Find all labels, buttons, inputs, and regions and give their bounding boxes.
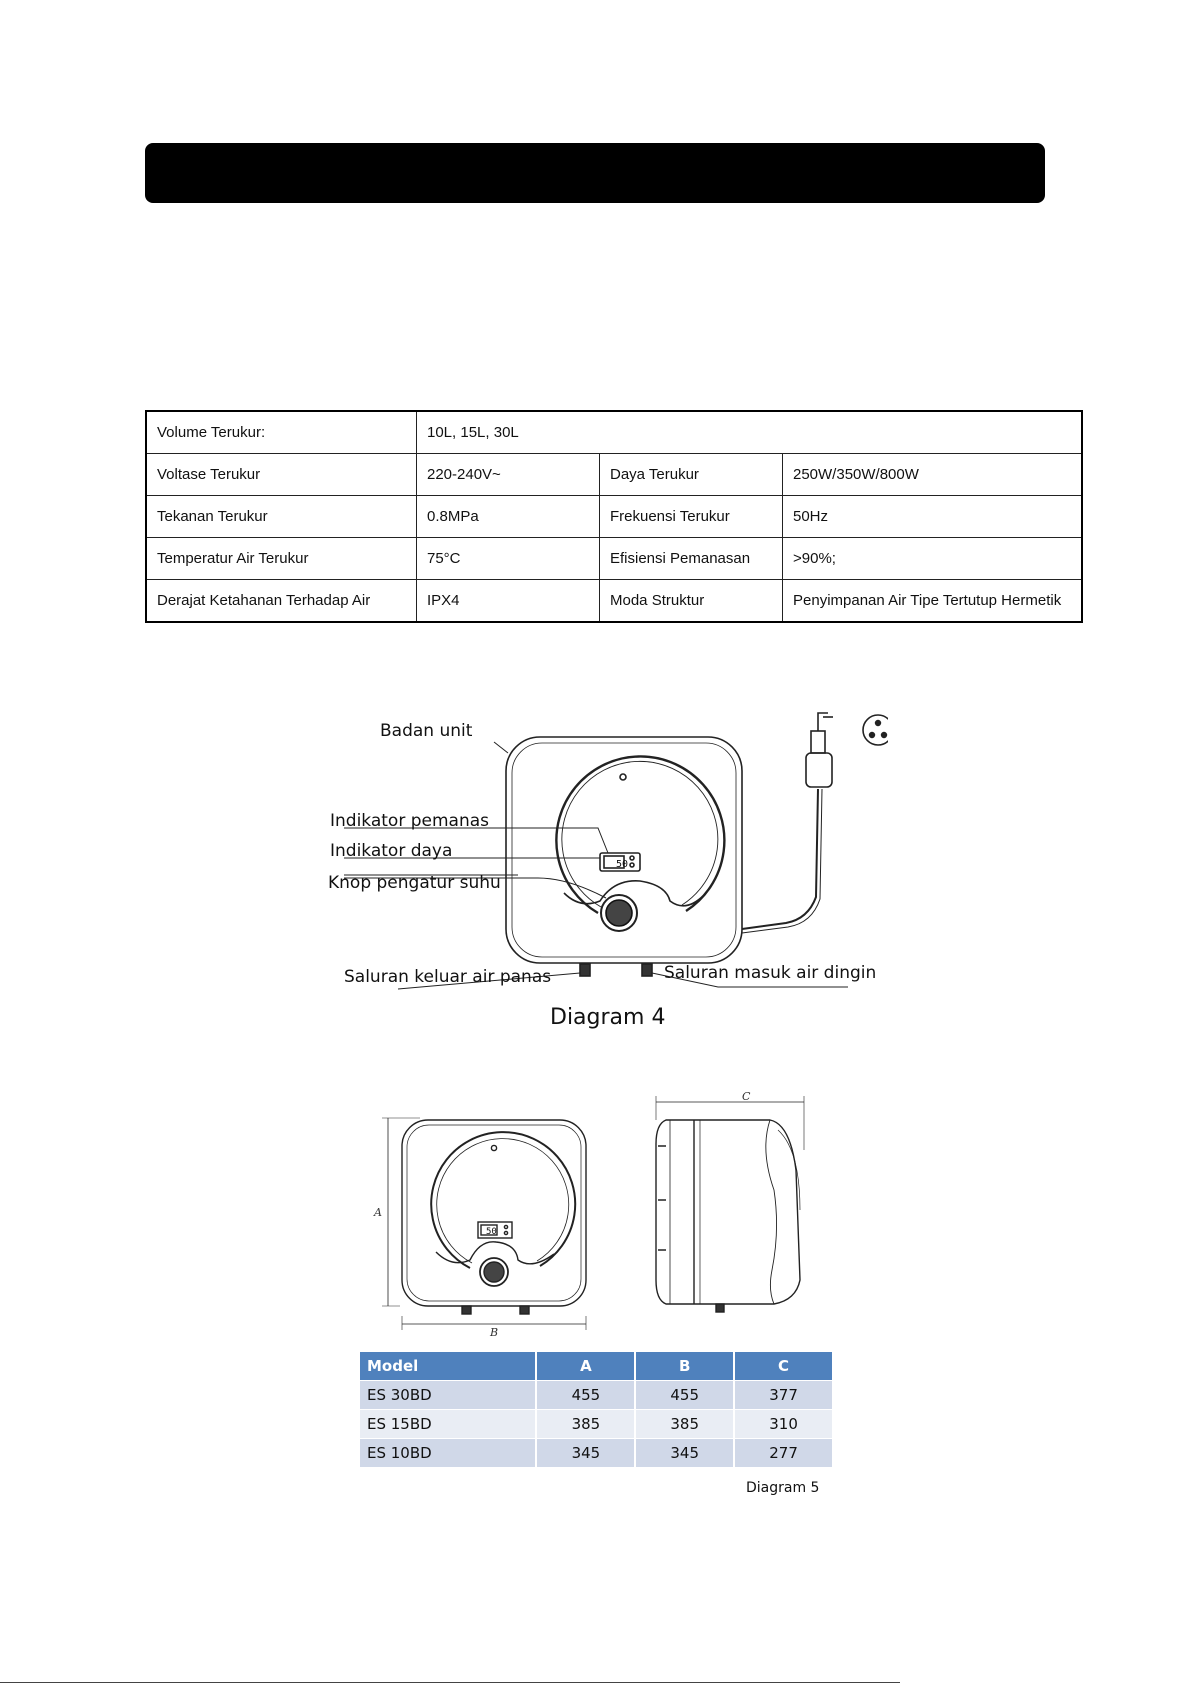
table-row (360, 1439, 833, 1468)
spec-row (146, 454, 1082, 496)
table-cell: 455 (536, 1381, 635, 1410)
table-row (360, 1381, 833, 1410)
column-header: B (635, 1352, 734, 1381)
spec-label: Volume Terukur: (146, 411, 417, 454)
table-cell: 385 (536, 1410, 635, 1439)
dimension-drawings (360, 1090, 830, 1340)
diagram-4 (318, 693, 888, 1045)
table-header-row (360, 1352, 833, 1381)
table-cell: 345 (536, 1439, 635, 1468)
table-cell: ES 30BD (360, 1381, 536, 1410)
spec-label: Moda Struktur (600, 580, 783, 623)
dimension-a-label: A (374, 1206, 382, 1219)
page-bottom-rule (0, 1682, 900, 1683)
table-cell: 345 (635, 1439, 734, 1468)
spec-value: 75°C (417, 538, 600, 580)
table-cell: ES 15BD (360, 1410, 536, 1439)
spec-row (146, 496, 1082, 538)
table-cell: 455 (635, 1381, 734, 1410)
spec-value: 220-240V~ (417, 454, 600, 496)
table-cell: 277 (734, 1439, 833, 1468)
water-heater-front-illustration (318, 693, 888, 1045)
label-power-indicator: Indikator daya (330, 841, 453, 861)
label-temp-knob: Knop pengatur suhu (328, 873, 501, 893)
unit-body-outline (506, 737, 742, 963)
spec-value: >90%; (783, 538, 1083, 580)
spec-value: Penyimpanan Air Tipe Tertutup Hermetik (783, 580, 1083, 623)
display-readout: 50 (616, 859, 629, 870)
spec-table (145, 410, 1083, 623)
spec-label: Temperatur Air Terukur (146, 538, 417, 580)
spec-value: 10L, 15L, 30L (417, 411, 1083, 454)
column-header: A (536, 1352, 635, 1381)
spec-label: Frekuensi Terukur (600, 496, 783, 538)
diagram-4-caption: Diagram 4 (550, 1005, 666, 1030)
spec-value: 250W/350W/800W (783, 454, 1083, 496)
spec-value: 0.8MPa (417, 496, 600, 538)
display-readout: 50 (486, 1227, 497, 1237)
spec-label: Derajat Ketahanan Terhadap Air (146, 580, 417, 623)
spec-value: 50Hz (783, 496, 1083, 538)
diagram-5 (360, 1090, 830, 1340)
table-cell: ES 10BD (360, 1439, 536, 1468)
spec-row (146, 580, 1082, 623)
spec-label: Voltase Terukur (146, 454, 417, 496)
section-header-bar (145, 143, 1045, 203)
table-cell: 377 (734, 1381, 833, 1410)
column-header: Model (360, 1352, 536, 1381)
spec-row (146, 411, 1082, 454)
spec-label: Efisiensi Pemanasan (600, 538, 783, 580)
diagram-5-caption: Diagram 5 (746, 1480, 820, 1496)
table-cell: 310 (734, 1410, 833, 1439)
column-header: C (734, 1352, 833, 1381)
spec-label: Daya Terukur (600, 454, 783, 496)
model-dimensions-table (360, 1352, 834, 1467)
label-heater-indicator: Indikator pemanas (330, 811, 490, 831)
table-row (360, 1410, 833, 1439)
dimension-c-label: C (742, 1090, 751, 1103)
spec-value: IPX4 (417, 580, 600, 623)
spec-label: Tekanan Terukur (146, 496, 417, 538)
label-hot-water-outlet: Saluran keluar air panas (344, 967, 552, 987)
label-unit-body: Badan unit (380, 721, 473, 741)
table-cell: 385 (635, 1410, 734, 1439)
dimension-b-label: B (490, 1326, 499, 1339)
label-cold-water-inlet: Saluran masuk air dingin (664, 963, 877, 983)
spec-row (146, 538, 1082, 580)
